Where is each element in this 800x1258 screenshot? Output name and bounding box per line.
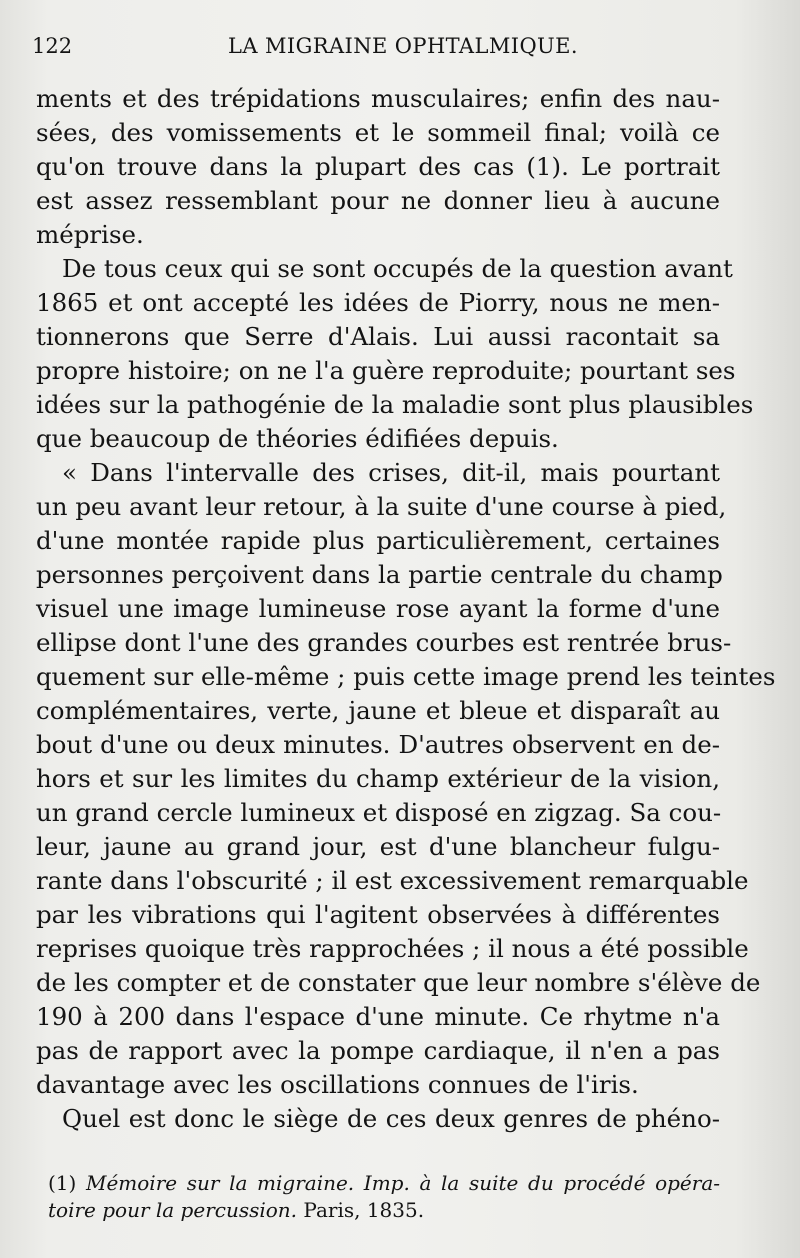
text-line: que beaucoup de théories édifiées depuis. <box>36 424 559 453</box>
text-line: propre histoire; on ne l'a guère reproduite; pourtant ses <box>36 356 736 385</box>
text-line: sées, des vomissements et le sommeil final; voilà ce <box>36 118 720 147</box>
text-line: pas de rapport avec la pompe cardiaque, il n'en a pas <box>36 1036 720 1065</box>
footnote-citation: Mémoire sur la migraine. Imp. à la suite du procédé opéra- <box>85 1171 720 1195</box>
text-line: qu'on trouve dans la plupart des cas (1). Le portrait <box>36 152 720 181</box>
text-line: un peu avant leur retour, à la suite d'une course à pied, <box>36 492 727 521</box>
footnote-line <box>48 1197 720 1224</box>
footnote-marker: (1) <box>48 1171 77 1195</box>
text-line: Quel est donc le siège de ces deux genres de phéno- <box>62 1104 720 1133</box>
text-line: « Dans l'intervalle des crises, dit-il, mais pourtant <box>62 458 720 487</box>
text-line: de les compter et de constater que leur nombre s'élève de <box>36 968 761 997</box>
text-line: un grand cercle lumineux et disposé en zigzag. Sa cou- <box>36 798 722 827</box>
text-line: par les vibrations qui l'agitent observées à différentes <box>36 900 720 929</box>
footnote-citation-cont: toire pour la percussion. <box>48 1198 298 1222</box>
text-line: hors et sur les limites du champ extérieur de la vision, <box>36 764 720 793</box>
page-number: 122 <box>32 34 73 58</box>
text-line: reprises quoique très rapprochées ; il nous a été possible <box>36 934 749 963</box>
text-line: méprise. <box>36 220 144 249</box>
text-line: personnes perçoivent dans la partie centrale du champ <box>36 560 723 589</box>
text-line: visuel une image lumineuse rose ayant la forme d'une <box>36 594 720 623</box>
text-line: ellipse dont l'une des grandes courbes est rentrée brus- <box>36 628 732 657</box>
text-line: idées sur la pathogénie de la maladie sont plus plausibles <box>36 390 754 419</box>
page-header <box>32 34 722 68</box>
text-line: tionnerons que Serre d'Alais. Lui aussi racontait sa <box>36 322 720 351</box>
footnote-line <box>48 1170 720 1197</box>
footnote-place-date: Paris, 1835. <box>297 1198 425 1222</box>
text-line: bout d'une ou deux minutes. D'autres observent en de- <box>36 730 720 759</box>
text-line: leur, jaune au grand jour, est d'une blancheur fulgu- <box>36 832 720 861</box>
text-line: quement sur elle-même ; puis cette image prend les teintes <box>36 662 776 691</box>
text-line: 190 à 200 dans l'espace d'une minute. Ce rhytme n'a <box>36 1002 720 1031</box>
running-title: LA MIGRAINE OPHTALMIQUE. <box>228 34 578 58</box>
text-line: davantage avec les oscillations connues de l'iris. <box>36 1070 639 1099</box>
text-line: est assez ressemblant pour ne donner lieu à aucune <box>36 186 720 215</box>
text-line: 1865 et ont accepté les idées de Piorry, nous ne men- <box>36 288 720 317</box>
footnote <box>48 1170 720 1224</box>
text-line: complémentaires, verte, jaune et bleue et disparaît au <box>36 696 720 725</box>
text-line: d'une montée rapide plus particulièrement, certaines <box>36 526 720 555</box>
text-line: De tous ceux qui se sont occupés de la question avant <box>62 254 733 283</box>
body-text <box>36 82 776 1136</box>
text-line: ments et des trépidations musculaires; enfin des nau- <box>36 84 720 113</box>
text-line: rante dans l'obscurité ; il est excessivement remarquable <box>36 866 749 895</box>
